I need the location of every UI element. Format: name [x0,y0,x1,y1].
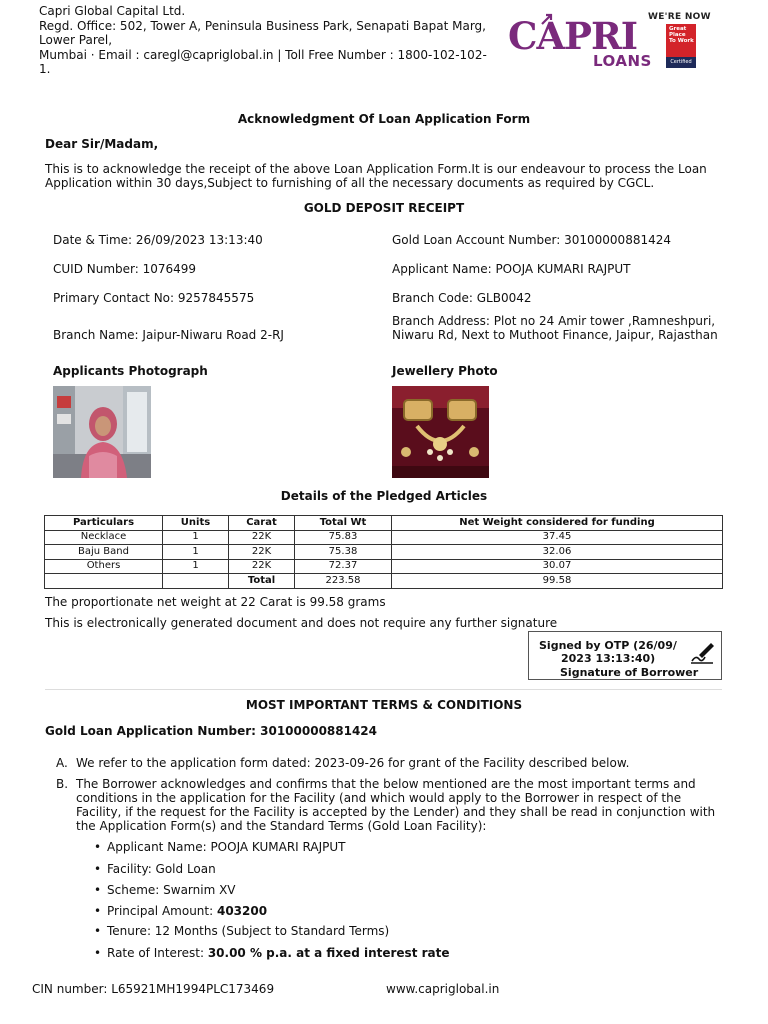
jewellery-photo [392,386,489,478]
logo-loans-text: LOANS [593,52,652,70]
logo-capri-text: CAPRI [508,14,638,58]
contact-line: Mumbai · Email : caregl@capriglobal.in | Toll Free Number : 1800-102-102-1. [39,47,487,76]
total-net-value: 99.58 [392,574,723,589]
branch-name: Branch Name: Jaipur-Niwaru Road 2-RJ [53,328,284,342]
total-label: Total [229,574,295,589]
cell: 75.83 [295,530,392,545]
company-header [39,4,489,77]
gptw-headline: WE'RE NOW [648,12,711,22]
primary-contact: Primary Contact No: 9257845575 [53,291,255,305]
item-b-text: The Borrower acknowledges and confirms that the below mentioned are the most important terms and conditions in the application for the Facility (and which would apply to the Borrower in respect of the Facility, if the request for the Facility is accepted by the Lender) and they shall be read in conjunction with the Application Form(s) and the Standard Terms (Gold Loan Facility): [76,777,716,833]
table-total-row [45,574,723,589]
table-row [45,530,723,545]
cell: 72.37 [295,559,392,574]
logo-arrow-icon [540,12,554,26]
signature-of-borrower: Signature of Borrower [560,666,699,679]
cell [163,574,229,589]
cell: 1 [163,530,229,545]
registered-office: Regd. Office: 502, Tower A, Peninsula Business Park, Senapati Bapat Marg, Lower Parel, [39,18,486,47]
pledged-articles-table [44,515,723,589]
bullet-dot: • [94,840,102,854]
net-weight-note: The proportionate net weight at 22 Carat is 99.58 grams [45,595,386,609]
signed-by-otp-line2: 2023 13:13:40) [561,652,656,665]
cell: 30.07 [392,559,723,574]
bullet-dot: • [94,946,102,960]
bullet-rate [107,946,450,960]
signature-pen-icon [689,641,715,665]
gold-loan-account-number: Gold Loan Account Number: 30100000881424 [392,233,671,247]
principal-label: Principal Amount: [107,904,217,918]
jewellery-photo-label: Jewellery Photo [392,364,498,378]
company-name: Capri Global Capital Ltd. [39,4,186,18]
cell: 22K [229,559,295,574]
electronic-note: This is electronically generated document and does not require any further signature [45,616,558,630]
bullet-scheme: Scheme: Swarnim XV [107,883,236,897]
col-particulars: Particulars [45,516,163,531]
capri-loans-logo [508,10,718,72]
bullet-tenure: Tenure: 12 Months (Subject to Standard Terms) [107,924,390,938]
gold-loan-application-number: Gold Loan Application Number: 30100000881424 [45,724,378,738]
signed-by-otp-line1: Signed by OTP (26/09/ [539,639,677,652]
principal-amount: 403200 [216,904,268,918]
col-net-weight: Net Weight considered for funding [392,516,723,531]
branch-address: Branch Address: Plot no 24 Amir tower ,Ramneshpuri, Niwaru Rd, Next to Muthoot Finance, Jaipur, Rajasthan [392,314,718,342]
cell: Necklace [45,530,163,545]
table-row [45,545,723,560]
ack-body: This is to acknowledge the receipt of the above Loan Application Form.It is our endeavour to process the Loan Application within 30 days,Subject to furnishing of all the necessary documents as required by CGCL. [45,162,707,190]
rate-label: Rate of Interest: [107,946,208,960]
col-units: Units [163,516,229,531]
cell: 75.38 [295,545,392,560]
cell: 32.06 [392,545,723,560]
table-header-row [45,516,723,531]
cell: 37.45 [392,530,723,545]
bullet-facility: Facility: Gold Loan [107,862,216,876]
date-time: Date & Time: 26/09/2023 13:13:40 [53,233,263,247]
great-place-to-work-badge [642,10,718,72]
cell: 1 [163,545,229,560]
cell: 22K [229,545,295,560]
applicant-photo-label: Applicants Photograph [53,364,208,378]
item-b-marker: B. [56,777,69,791]
bullet-applicant: Applicant Name: POOJA KUMARI RAJPUT [107,840,346,854]
bullet-dot: • [94,862,102,876]
gold-deposit-receipt-title: GOLD DEPOSIT RECEIPT [303,201,465,215]
col-carat: Carat [229,516,295,531]
cell: Others [45,559,163,574]
cell: Baju Band [45,545,163,560]
cell [45,574,163,589]
bullet-dot: • [94,904,102,918]
website-link[interactable]: www.capriglobal.in [386,982,500,996]
salutation: Dear Sir/Madam, [45,137,159,151]
gptw-box: Great Place To Work [666,24,696,68]
ack-title: Acknowledgment Of Loan Application Form [237,112,531,126]
table-row [45,559,723,574]
otp-signature-box [528,631,722,680]
bullet-principal [107,904,267,918]
bullet-dot: • [94,883,102,897]
section-divider [45,689,722,690]
item-a-marker: A. [56,756,68,770]
pledged-articles-title: Details of the Pledged Articles [280,489,488,503]
applicant-name: Applicant Name: POOJA KUMARI RAJPUT [392,262,631,276]
item-a-text: We refer to the application form dated: 2023-09-26 for grant of the Facility described below. [76,756,630,770]
bullet-dot: • [94,924,102,938]
cin-number: CIN number: L65921MH1994PLC173469 [32,982,275,996]
applicant-photograph [53,386,151,478]
col-total-wt: Total Wt [295,516,392,531]
terms-title: MOST IMPORTANT TERMS & CONDITIONS [245,698,523,712]
branch-code: Branch Code: GLB0042 [392,291,532,305]
cuid-number: CUID Number: 1076499 [53,262,197,276]
rate-value: 30.00 % p.a. at a fixed interest rate [207,946,450,960]
cell: 22K [229,530,295,545]
cell: 1 [163,559,229,574]
total-wt-value: 223.58 [295,574,392,589]
gptw-certified: Certified [666,57,696,68]
